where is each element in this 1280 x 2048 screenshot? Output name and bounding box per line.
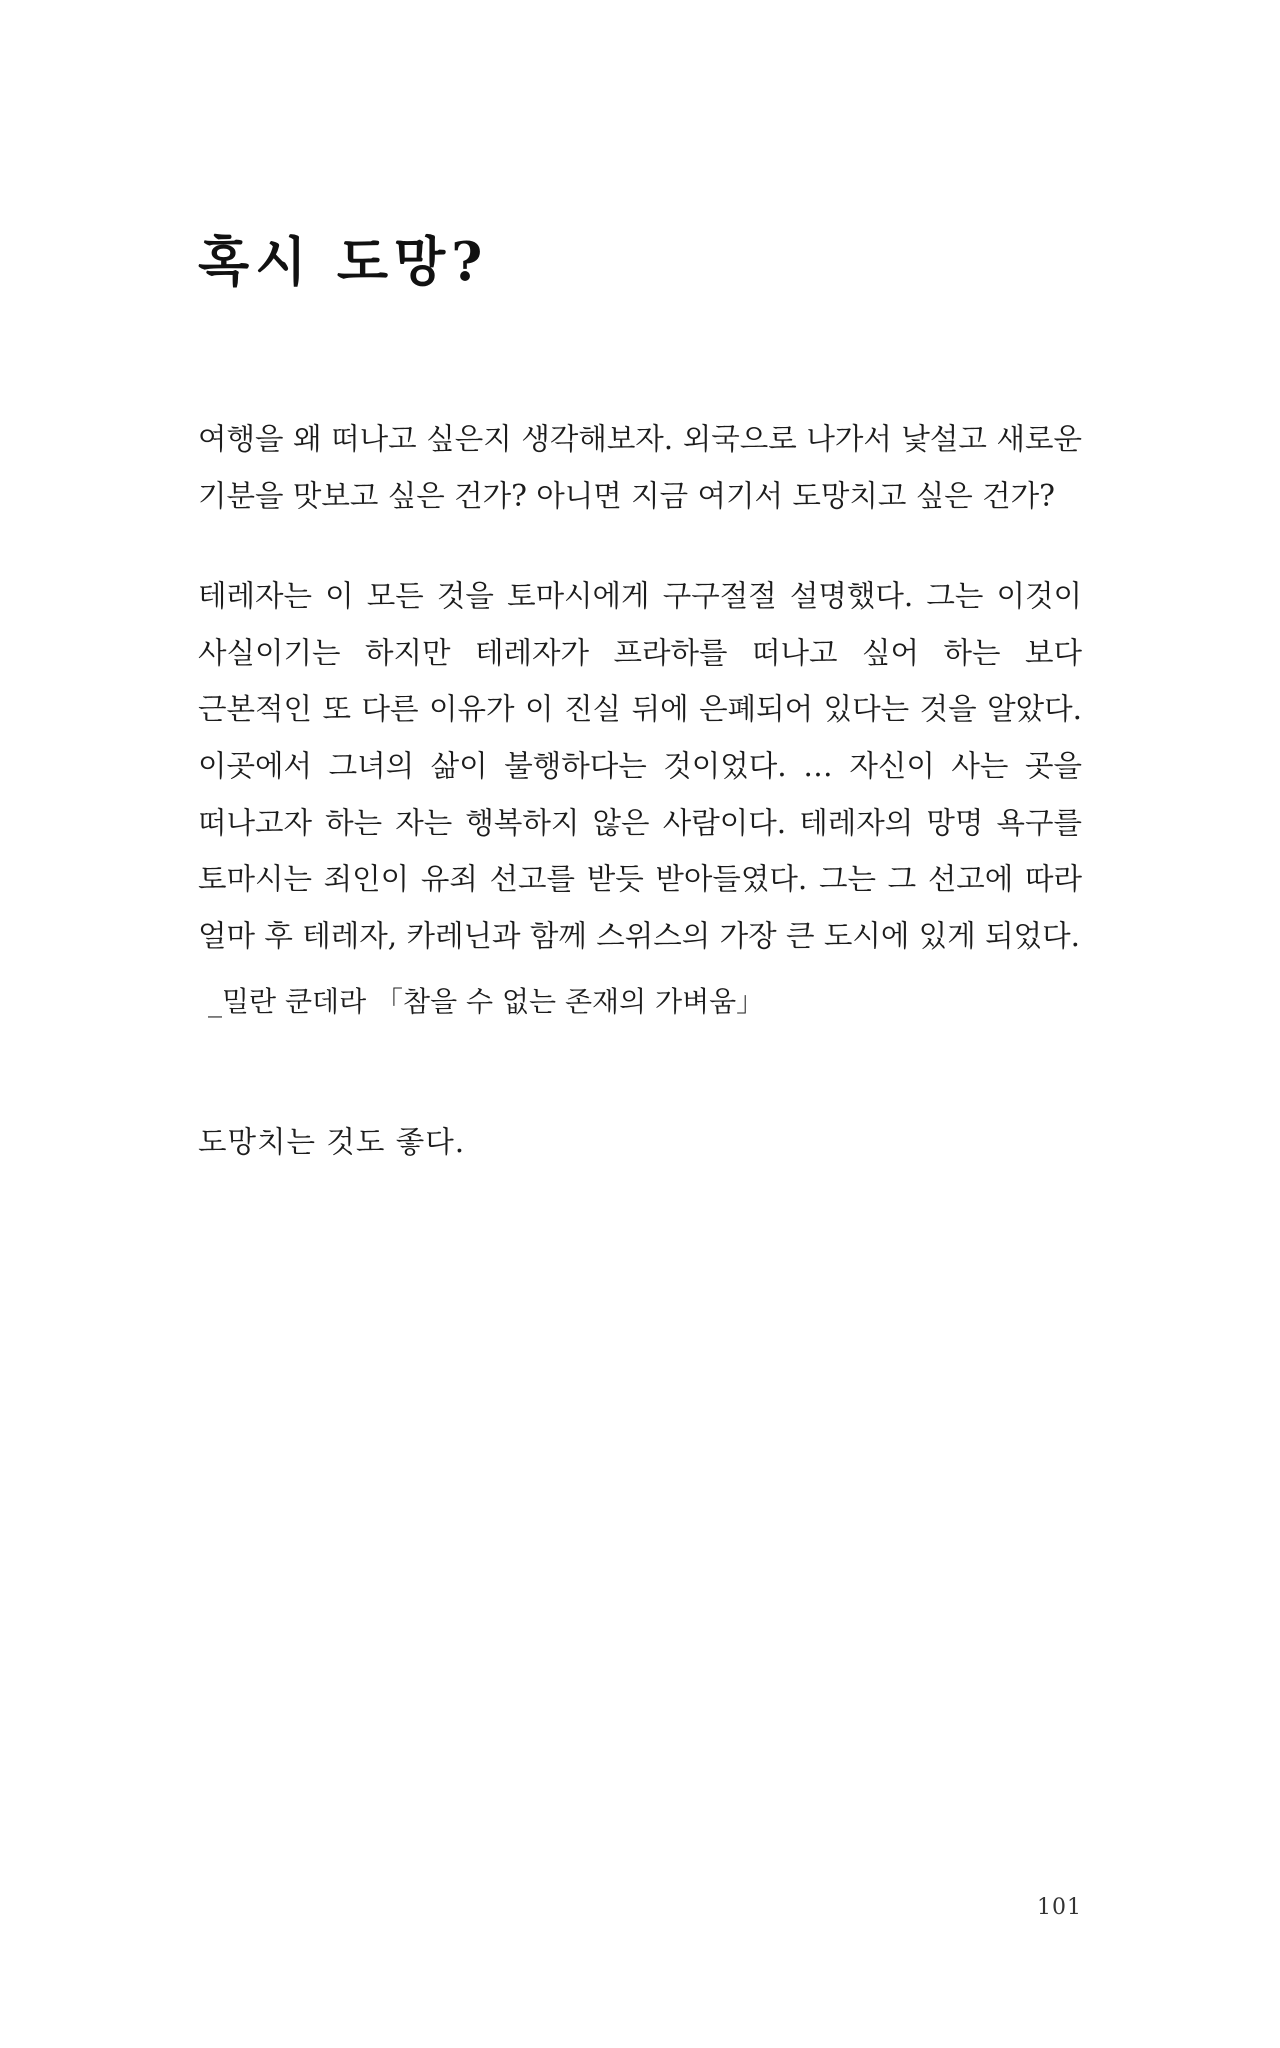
page-number: 101	[1037, 1895, 1082, 1920]
body-content	[198, 411, 1082, 1170]
paragraph: 테레자는 이 모든 것을 토마시에게 구구절절 설명했다. 그는 이것이 사실이기는 하지만 테레자가 프라하를 떠나고 싶어 하는 보다 근본적인 또 다른 이유가 이 진실 뒤에 은폐되어 있다는 것을 알았다. 이곳에서 그녀의 삶이 불행하다는 것이었다. … 자신이 사는 곳을 떠나고자 하는 자는 행복하지 않은 사람이다. 테레자의 망명 욕구를 토마시는 죄인이 유죄 선고를 받듯 받아들였다. 그는 그 선고에 따라 얼마 후 테레자, 카레닌과 함께 스위스의 가장 큰 도시에 있게 되었다.	[198, 579, 1082, 953]
page-title: 혹시 도망?	[198, 231, 489, 293]
paragraph: 여행을 왜 떠나고 싶은지 생각해보자. 외국으로 나가서 낯설고 새로운 기분을 맛보고 싶은 건가? 아니면 지금 여기서 도망치고 싶은 건가?	[198, 421, 1082, 513]
quote-attribution: _밀란 쿤데라 「참을 수 없는 존재의 가벼움」	[208, 984, 765, 1018]
closing-line: 도망치는 것도 좋다.	[198, 1124, 466, 1159]
